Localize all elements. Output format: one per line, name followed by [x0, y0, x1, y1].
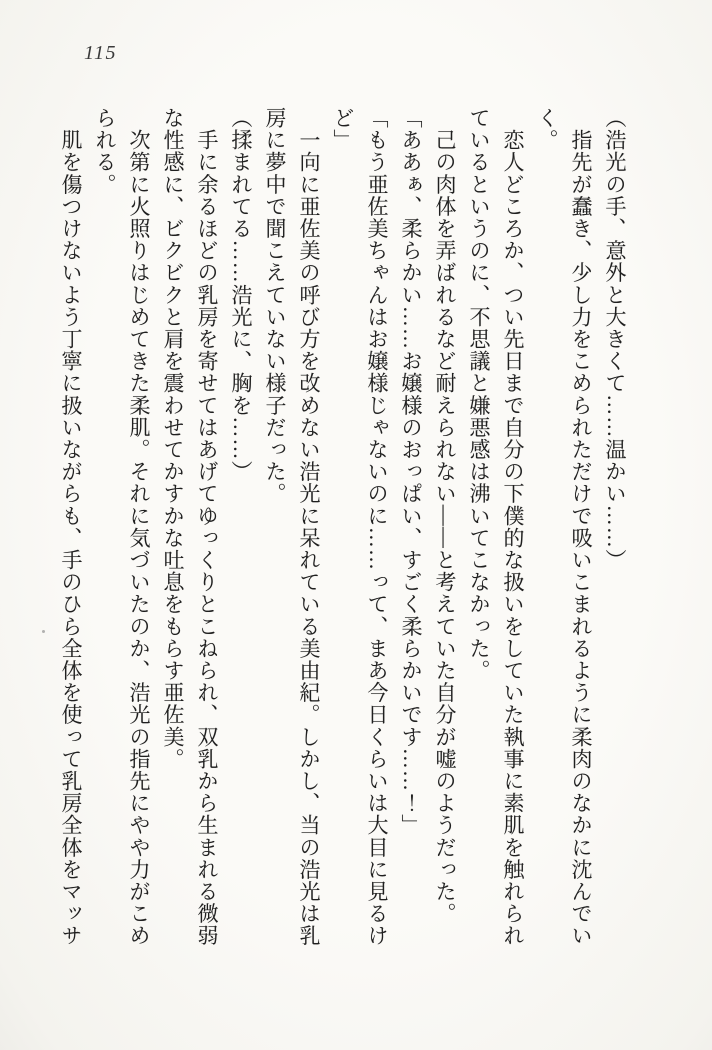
text-column-11: 房に夢中で聞こえていない様子だった。 [263, 107, 287, 505]
text-column-14: な性感に、ビクビクと肩を震わせてかすかな吐息をもらす亜佐美。 [161, 107, 185, 770]
text-column-01: （浩光の手、意外と大きくて……温かい……） [603, 107, 627, 572]
text-column-03: く。 [535, 107, 559, 152]
text-column-07: 「ああぁ、柔らかい……お嬢様のおっぱい、すごく柔らかいです……！」 [399, 107, 423, 837]
text-column-02: 指先が蠢き、少し力をこめられただけで吸いこまれるように柔肉のなかに沈んでい [569, 107, 593, 947]
text-column-13: 手に余るほどの乳房を寄せてはあげてゆっくりとこねられ、双乳から生まれる微弱 [195, 107, 219, 947]
scan-artifact-dot [42, 630, 45, 633]
text-column-12: （揉まれてる……浩光に、胸を……） [229, 107, 253, 483]
text-column-05: ているというのに、不思議と嫌悪感は沸いてこなかった。 [467, 107, 491, 682]
text-column-16: られる。 [93, 107, 117, 196]
text-column-04: 恋人どころか、つい先日まで自分の下僕的な扱いをしていた執事に素肌を触れられ [501, 107, 525, 947]
text-column-08: 「もう亜佐美ちゃんはお嬢様じゃないのに……って、まあ今日くらいは大目に見るけ [365, 107, 389, 947]
page-number: 115 [84, 42, 118, 64]
text-column-10: 一向に亜佐美の呼び方を改めない浩光に呆れている美由紀。しかし、当の浩光は乳 [297, 107, 321, 947]
text-column-17: 肌を傷つけないよう丁寧に扱いながらも、手のひら全体を使って乳房全体をマッサ [59, 107, 83, 947]
text-column-06: 己の肉体を弄ばれるなど耐えられない――と考えていた自分が嘘のようだった。 [433, 107, 457, 925]
vertical-text-block [54, 107, 632, 959]
text-column-15: 次第に火照りはじめてきた柔肌。それに気づいたのか、浩光の指先にやや力がこめ [127, 107, 151, 947]
text-column-09: ど」 [331, 107, 355, 152]
